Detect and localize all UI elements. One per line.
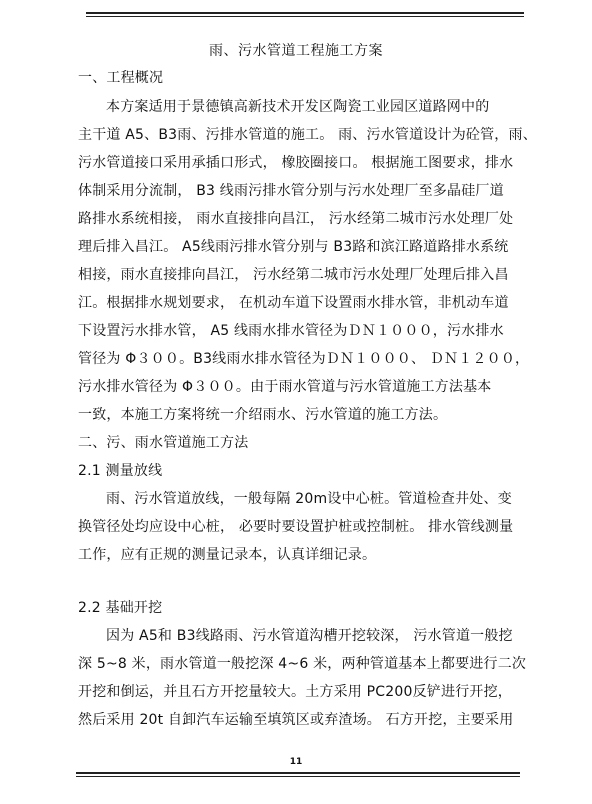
paragraph-line: 理后排入昌江。 A5线雨污排水管分别与 B3路和滨江路道路排水系统 xyxy=(78,239,509,255)
section-heading-1: 一、工程概况 xyxy=(78,70,164,86)
footer-rule xyxy=(76,772,520,777)
paragraph-line: 下设置污水排水管， A5 线雨水排水管径为ＤＮ１０００，污水排水 xyxy=(78,323,504,339)
paragraph-line: 因为 A5和 B3线路雨、污水管道沟槽开挖较深， 污水管道一般挖 xyxy=(106,628,513,644)
paragraph-line: 路排水系统相接， 雨水直接排向昌江， 污水经第二城市污水处理厂处 xyxy=(78,211,514,227)
paragraph-line: 江。根据排水规划要求， 在机动车道下设置雨水排水管，非机动车道 xyxy=(78,295,509,311)
paragraph-line: 一致，本施工方案将统一介绍雨水、污水管道的施工方法。 xyxy=(78,407,448,423)
paragraph-line: 工作，应有正规的测量记录本，认真详细记录。 xyxy=(78,547,377,563)
paragraph-line: 雨、污水管道放线，一般每隔 20m设中心桩。管道检查井处、变 xyxy=(106,491,512,507)
paragraph-line: 主干道 A5、B3雨、污排水管道的施工。 雨、污水管道设计为砼管，雨、 xyxy=(78,127,537,143)
section-heading-2: 二、污、雨水管道施工方法 xyxy=(78,435,249,451)
header-rule xyxy=(86,12,524,17)
paragraph-line: 开挖和倒运，并且石方开挖量较大。土方采用 PC200反铲进行开挖， xyxy=(78,684,512,700)
paragraph-line: 然后采用 20t 自卸汽车运输至填筑区或弃渣场。 石方开挖，主要采用 xyxy=(78,712,514,728)
subsection-heading-2-1: 2.1 测量放线 xyxy=(78,463,163,479)
subsection-heading-2-2: 2.2 基础开挖 xyxy=(78,600,163,616)
paragraph-line: 换管径处均应设中心桩， 必要时要设置护桩或控制桩。 排水管线测量 xyxy=(78,519,514,535)
paragraph-line: 相接，雨水直接排向昌江， 污水经第二城市污水处理厂处理后排入昌 xyxy=(78,267,509,283)
page-number: 11 xyxy=(289,757,303,767)
paragraph-line: 本方案适用于景德镇高新技术开发区陶瓷工业园区道路网中的 xyxy=(106,99,490,115)
paragraph-line: 污水管道接口采用承插口形式， 橡胶圈接口。 根据施工图要求，排水 xyxy=(78,155,514,171)
paragraph-line: 污水排水管径为 Φ３００。由于雨水管道与污水管道施工方法基本 xyxy=(78,379,492,395)
document-title: 雨、污水管道工程施工方案 xyxy=(209,43,383,59)
paragraph-line: 管径为 Φ３００。B3线雨水排水管径为ＤＮ１０００、 ＤＮ１２００， xyxy=(78,351,530,367)
paragraph-line: 深 5~8 米，雨水管道一般挖深 4~6 米，两种管道基本上都要进行二次 xyxy=(78,656,527,672)
paragraph-line: 体制采用分流制， B3 线雨污排水管分别与污水处理厂至多晶硅厂道 xyxy=(78,183,504,199)
